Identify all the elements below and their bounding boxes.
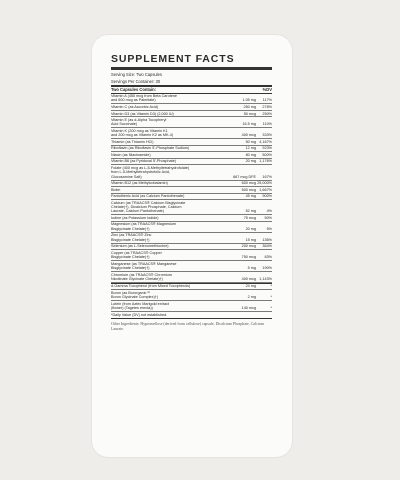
nutrient-dv: 250% bbox=[262, 111, 272, 116]
nutrient-name: Biotin bbox=[111, 187, 121, 192]
nutrient-row bbox=[111, 128, 272, 139]
nutrient-row bbox=[111, 222, 272, 233]
nutrient-dv: 136% bbox=[262, 237, 272, 242]
nutrient-name: Vitamin B12 (as Methylcobalamin) bbox=[111, 181, 168, 186]
nutrient-name: Selenium (as L-Selenomethionine) bbox=[111, 244, 169, 249]
nutrient-name: Vitamin E (as d-Alpha Tocopheryl Acid Succinate) bbox=[111, 118, 167, 127]
nutrient-amount: 12 mg bbox=[245, 146, 256, 151]
nutrient-dv: 4,167% bbox=[259, 139, 272, 144]
nutrient-name: Vitamin A (450 mcg from Beta Carotene and 600 mcg as Palmitate) bbox=[111, 94, 178, 103]
nutrient-amount: 50 mg bbox=[245, 139, 256, 144]
nutrient-row bbox=[111, 200, 272, 215]
nutrient-amount: 52 mg bbox=[245, 209, 256, 214]
serving-size: Serving Size: Two Capsules bbox=[111, 72, 162, 77]
nutrient-row bbox=[111, 301, 272, 312]
nutrient-table bbox=[111, 94, 272, 313]
nutrient-amount: 2 mg bbox=[247, 295, 256, 300]
nutrient-row bbox=[111, 165, 272, 180]
nutrient-amount: 140 mcg bbox=[241, 306, 256, 311]
nutrient-name: Niacin (as Niacinamide) bbox=[111, 152, 151, 157]
nutrient-dv: 500% bbox=[262, 152, 272, 157]
nutrient-amount: 24 mg bbox=[245, 284, 256, 289]
nutrient-name: Folate (400 mcg as L-5-Methyltetrahydrofolate) from L-5-Methyltetrahydrofolic Acid, Glucosamine Salt) bbox=[111, 165, 190, 179]
nutrient-name: d-Gamma Tocopherol (from Mixed Tocopherols) bbox=[111, 284, 191, 289]
nutrient-dv: 1,176% bbox=[259, 159, 272, 164]
nutrient-amount: 80 mg bbox=[245, 152, 256, 157]
nutrient-row bbox=[111, 290, 272, 301]
nutrient-name: Vitamin K (200 mcg as Vitamin K1 and 200 mcg as Vitamin K2 as MK-4) bbox=[111, 128, 174, 138]
nutrient-name: Vitamin C (as Ascorbic Acid) bbox=[111, 104, 159, 109]
nutrient-dv: 25,000% bbox=[257, 181, 272, 186]
nutrient-amount: 500 mcg bbox=[241, 187, 256, 192]
nutrient-name: Chromium (as TRAACS® Chromium Nicotinate Glycinate Chelate)†) bbox=[111, 272, 172, 281]
nutrient-name: Magnesium (as TRAACS® Magnesium Bisglycinate Chelate)†) bbox=[111, 222, 177, 231]
nutrient-row bbox=[111, 283, 272, 291]
nutrient-amount: 1.05 mg bbox=[242, 98, 256, 103]
nutrient-name: Manganese (as TRAACS® Manganese Bisglycinate Chelate)†) bbox=[111, 261, 177, 270]
nutrient-amount: 750 mcg bbox=[241, 255, 256, 260]
nutrient-dv: 190% bbox=[262, 265, 272, 270]
nutrient-dv: 364% bbox=[262, 244, 272, 249]
nutrient-name: Zinc (as TRAACS® Zinc Bisglycinate Chelate)†) bbox=[111, 233, 152, 242]
column-dv: %DV bbox=[262, 87, 272, 92]
nutrient-dv: 333% bbox=[262, 133, 272, 138]
nutrient-row bbox=[111, 94, 272, 105]
nutrient-row bbox=[111, 233, 272, 244]
nutrient-dv: 1,667% bbox=[259, 187, 272, 192]
nutrient-dv: 278% bbox=[262, 104, 272, 109]
panel-title: SUPPLEMENT FACTS bbox=[111, 53, 272, 70]
nutrient-dv: * bbox=[270, 306, 272, 311]
nutrient-dv: 50% bbox=[264, 215, 272, 220]
nutrient-amount: 45 mg bbox=[245, 194, 256, 199]
nutrient-name: Riboflavin (as Riboflavin 5'-Phosphate Sodium) bbox=[111, 146, 190, 151]
nutrient-dv: 4% bbox=[266, 209, 272, 214]
nutrient-amount: 75 mcg bbox=[243, 215, 256, 220]
nutrient-amount: 50 mcg bbox=[243, 111, 256, 116]
nutrient-amount: 20 mg bbox=[245, 159, 256, 164]
nutrient-row bbox=[111, 261, 272, 272]
nutrient-name: Thiamin (as Thiamin HCl) bbox=[111, 139, 154, 144]
nutrient-dv: 5% bbox=[266, 226, 272, 231]
nutrient-row bbox=[111, 272, 272, 283]
column-label: Two Capsules Contain: bbox=[111, 87, 156, 92]
nutrient-amount: 667 mcg DFE bbox=[233, 174, 256, 179]
footnote: *Daily Value (DV) not established. bbox=[111, 312, 272, 319]
supplement-facts-panel bbox=[111, 53, 272, 332]
nutrient-dv: 900% bbox=[262, 194, 272, 199]
nutrient-dv: 83% bbox=[264, 255, 272, 260]
nutrient-dv: 1,143% bbox=[259, 276, 272, 281]
nutrient-amount: 15 mg bbox=[245, 237, 256, 242]
nutrient-amount: 16.5 mg bbox=[242, 122, 256, 127]
nutrient-amount: 5 mg bbox=[247, 265, 256, 270]
nutrient-dv: * bbox=[270, 284, 272, 289]
nutrient-row bbox=[111, 250, 272, 261]
nutrient-name: Boron (as Bororganic™ Boron Glycinate Complex)†) bbox=[111, 290, 159, 300]
nutrient-amount: 250 mg bbox=[243, 104, 256, 109]
nutrient-name: Copper (as TRAACS® Copper Bisglycinate Chelate)†) bbox=[111, 250, 162, 260]
nutrient-amount: 600 mcg bbox=[241, 181, 256, 186]
nutrient-amount: 400 mcg bbox=[241, 276, 256, 281]
nutrient-name: Calcium (as TRAACS® Calcium Bisglycinate Chelate)†), Dicalcium Phosphate, Calcium Laurate, Calcium Pantothenate) bbox=[111, 200, 186, 214]
nutrient-dv: 110% bbox=[262, 122, 272, 127]
nutrient-name: Lutein (from Aztec Marigold extract (flower) (Tagetes erecta)) bbox=[111, 301, 169, 311]
nutrient-name: Vitamin B6 (as Pyridoxal 5'-Phosphate) bbox=[111, 159, 177, 164]
nutrient-row bbox=[111, 117, 272, 128]
nutrient-dv: 167% bbox=[262, 174, 272, 179]
servings-per-container: Servings Per Container: 30 bbox=[111, 79, 161, 84]
nutrient-name: Pantothenic Acid (as Calcium Pantothenate) bbox=[111, 194, 185, 199]
nutrient-dv: 923% bbox=[262, 146, 272, 151]
nutrient-dv: 117% bbox=[262, 98, 272, 103]
nutrient-amount: 400 mcg bbox=[241, 133, 256, 138]
product-label-panel bbox=[92, 35, 292, 457]
nutrient-name: Vitamin D3 (as Vitamin D3) (2,000 IU) bbox=[111, 111, 174, 116]
nutrient-dv: * bbox=[270, 295, 272, 300]
nutrient-name: Iodine (as Potassium Iodide) bbox=[111, 215, 159, 220]
other-ingredients: Other Ingredients: Hypromellose (derived from cellulose) capsule, Dicalcium Phosphate, Calcium Laurate. bbox=[111, 321, 264, 331]
nutrient-amount: 200 mcg bbox=[241, 244, 256, 249]
nutrient-amount: 20 mg bbox=[245, 226, 256, 231]
